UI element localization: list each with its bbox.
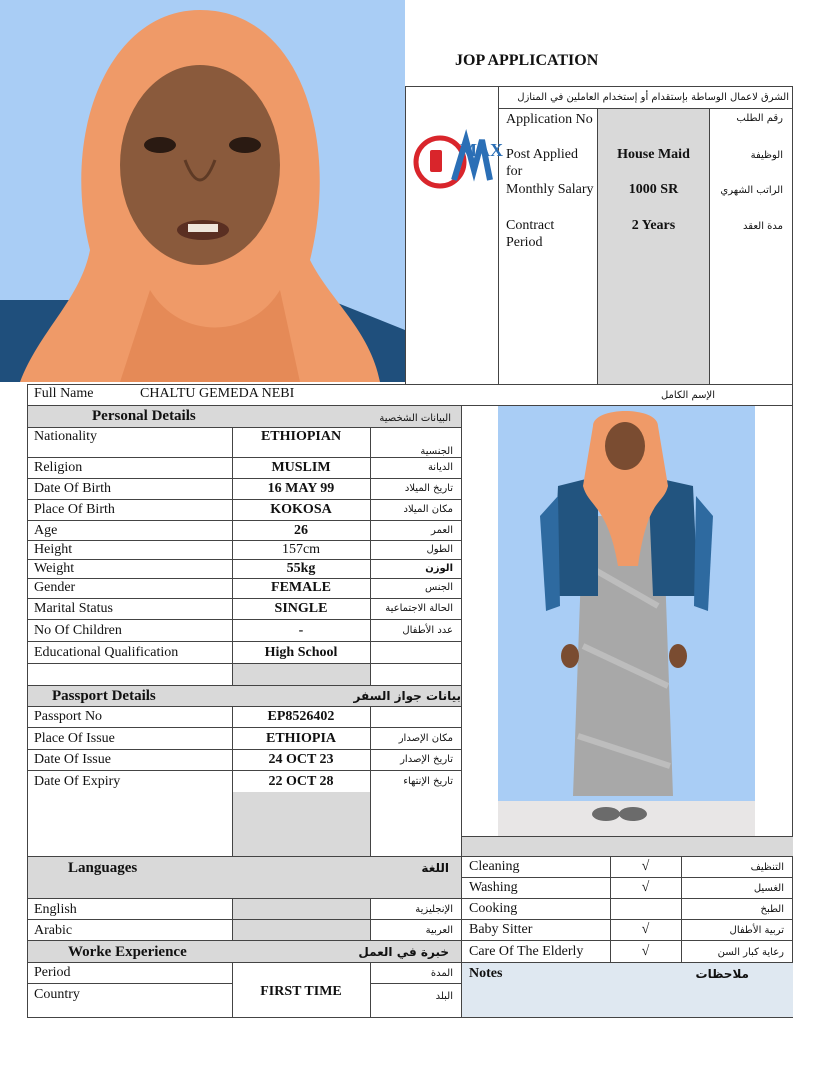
passport-details-heading: Passport Details [52, 688, 156, 704]
row-label-ar: العربية [425, 925, 453, 936]
work-experience-heading-ar: خبرة في العمل [358, 945, 449, 959]
skill-label-ar: تربية الأطفال [729, 925, 784, 936]
portrait-photo [0, 0, 405, 382]
full-name-label-ar: الإسم الكامل [660, 390, 715, 401]
row-label-ar: الجنسية [420, 446, 453, 457]
experience-value: FIRST TIME [260, 984, 342, 999]
row-label: Nationality [34, 429, 97, 444]
row-label-ar: الجنس [424, 582, 453, 593]
header-value: House Maid [617, 147, 690, 162]
row-label-ar: الإنجليزية [415, 904, 453, 915]
row-label-ar: تاريخ الإصدار [400, 754, 453, 765]
header-label: Contract Period [506, 218, 555, 250]
row-label: Religion [34, 460, 83, 475]
row-label: Arabic [34, 923, 73, 938]
row-label-ar: الطول [426, 544, 453, 555]
header-label-ar: مدة العقد [743, 221, 783, 232]
row-label-ar: تاريخ الميلاد [404, 483, 453, 494]
skill-check: √ [641, 944, 650, 959]
row-value: ETHIOPIAN [260, 429, 342, 444]
row-value: 16 MAY 99 [267, 481, 335, 496]
period-label: Period [34, 965, 71, 980]
row-value: 22 OCT 28 [268, 774, 334, 789]
row-label: Date Of Birth [34, 481, 111, 496]
row-label-ar: مكان الإصدار [398, 733, 453, 744]
row-label-ar: عدد الأطفال [402, 625, 453, 636]
row-label: Marital Status [34, 601, 113, 616]
row-label: Date Of Expiry [34, 774, 121, 789]
row-value: FEMALE [271, 580, 331, 595]
skill-label: Washing [469, 880, 518, 895]
header-label: Post Applied for [506, 147, 578, 179]
languages-heading-ar: اللغة [421, 861, 449, 875]
period-label-ar: المدة [430, 968, 453, 979]
row-label: Gender [34, 580, 76, 595]
skill-label: Cooking [469, 901, 518, 916]
row-label: English [34, 902, 77, 917]
header-label-ar: الوظيفة [750, 150, 783, 161]
skill-label-ar: التنظيف [750, 862, 784, 873]
skill-check: √ [641, 880, 650, 895]
row-label: Place Of Issue [34, 731, 115, 746]
languages-heading: Languages [68, 860, 138, 876]
full-body-photo [498, 406, 755, 836]
row-label-ar: الوزن [425, 563, 453, 574]
row-value: SINGLE [274, 601, 328, 616]
row-label-ar: الحالة الاجتماعية [385, 603, 453, 614]
skill-label-ar: رعاية كبار السن [717, 947, 784, 958]
skill-label: Cleaning [469, 859, 520, 874]
full-name-label: Full Name [34, 386, 94, 401]
row-label: Passport No [34, 709, 103, 724]
country-label: Country [34, 987, 80, 1002]
page-title: JOP APPLICATION [455, 52, 599, 69]
row-label: Date Of Issue [34, 752, 111, 767]
full-name-value: CHALTU GEMEDA NEBI [140, 386, 295, 401]
skill-label: Care Of The Elderly [469, 944, 584, 959]
row-value: 157cm [281, 542, 321, 557]
country-label-ar: البلد [435, 991, 453, 1002]
passport-details-heading-ar: بيانات جواز السفر [353, 689, 461, 703]
row-label-ar: مكان الميلاد [403, 504, 453, 515]
row-value: EP8526402 [267, 709, 335, 724]
notes-label-ar: ملاحظات [695, 967, 749, 981]
row-value: High School [264, 645, 338, 660]
header-value: 2 Years [631, 218, 676, 233]
personal-details-heading-ar: البيانات الشخصية [379, 413, 451, 424]
row-label: Height [34, 542, 73, 557]
row-value: ETHIOPIA [265, 731, 336, 746]
header-value: 1000 SR [628, 182, 679, 197]
skill-check: √ [641, 859, 650, 874]
skill-check: √ [641, 922, 650, 937]
header-label-ar: الراتب الشهري [720, 185, 783, 196]
row-value: MUSLIM [271, 460, 331, 475]
row-label: Place Of Birth [34, 502, 115, 517]
logo-text: MAX [460, 140, 503, 160]
header-label: Monthly Salary [506, 182, 594, 197]
row-label: Educational Qualification [34, 645, 179, 660]
row-label: Age [34, 523, 58, 538]
skill-label-ar: الطبخ [760, 904, 784, 915]
header-label: Application No [506, 112, 593, 127]
personal-details-heading: Personal Details [92, 408, 196, 424]
row-label-ar: تاريخ الإنتهاء [403, 776, 453, 787]
row-value: 55kg [286, 561, 316, 576]
row-label-ar: العمر [431, 525, 453, 536]
header-label-ar: رقم الطلب [736, 113, 783, 124]
notes-label: Notes [469, 966, 503, 981]
row-label-ar: الديانة [427, 462, 453, 473]
row-label: Weight [34, 561, 75, 576]
row-value: 26 [294, 523, 308, 538]
row-value: KOKOSA [270, 502, 332, 517]
skill-label-ar: الغسيل [753, 883, 784, 894]
row-value: - [298, 623, 304, 638]
row-value: 24 OCT 23 [268, 752, 334, 767]
max-logo [410, 120, 495, 205]
row-label: No Of Children [34, 623, 122, 638]
company-name-ar: الشرق لاعمال الوساطة بإستقدام أو إستخدام العاملين في المنازل [517, 92, 789, 103]
skill-label: Baby Sitter [469, 922, 533, 937]
work-experience-heading: Worke Experience [68, 944, 187, 960]
